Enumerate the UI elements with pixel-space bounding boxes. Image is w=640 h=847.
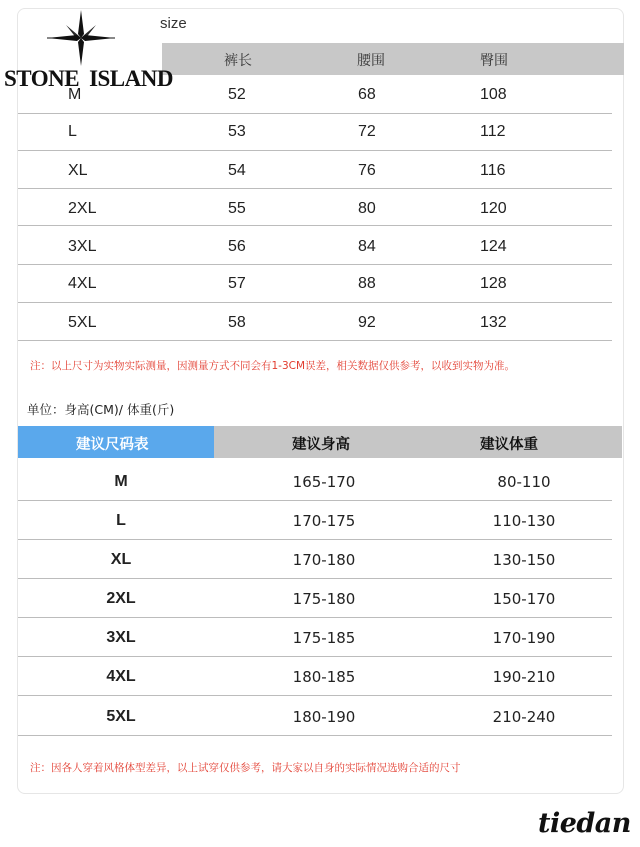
row-waist: 72 [358,123,376,140]
row-size: 3XL [68,238,97,255]
row-pants-length: 56 [228,238,246,255]
row-hip: 120 [480,200,507,217]
row-waist: 68 [358,86,376,103]
row-pants-length: 52 [228,86,246,103]
row-waist: 92 [358,314,376,331]
row-size: M [68,86,82,103]
row-size: 5XL [106,708,136,725]
row-height: 170-180 [292,551,356,569]
measurement-table-header [162,43,624,75]
recommendation-note: 注：因各人穿着风格体型差异，以上试穿仅供参考，请大家以自身的实际情况选购合适的尺寸 [30,762,461,774]
recommendation-row [18,500,612,540]
logo-text-right: ISLAND [89,66,173,91]
measurement-row [18,113,612,151]
row-hip: 112 [480,123,506,140]
row-size: 4XL [106,668,136,685]
logo-wordmark [4,66,173,92]
row-hip: 128 [480,275,507,292]
brand-watermark: tiedan [538,808,631,839]
header-grey-cell [214,426,622,458]
row-waist: 80 [358,200,376,217]
recommendation-row [18,617,612,657]
row-weight: 110-130 [492,512,556,530]
row-height: 175-180 [292,590,356,608]
recommendation-row [18,656,612,696]
row-pants-length: 54 [228,162,246,179]
row-hip: 132 [480,314,507,331]
row-weight: 80-110 [497,473,551,491]
header-height: 建议身高 [292,437,350,453]
row-size: 3XL [106,629,136,646]
row-size: L [116,512,126,529]
recommendation-row [18,461,612,501]
row-size: XL [68,162,88,179]
row-hip: 116 [480,162,506,179]
row-hip: 108 [480,86,507,103]
row-size: M [114,473,128,490]
row-weight: 170-190 [492,629,556,647]
row-height: 180-190 [292,708,356,726]
row-pants-length: 58 [228,314,246,331]
row-weight: 210-240 [492,708,556,726]
row-height: 165-170 [292,473,356,491]
logo-text-left: STONE [4,66,80,91]
row-waist: 76 [358,162,376,179]
row-size: 2XL [68,200,97,217]
measurement-row [18,265,612,303]
row-pants-length: 53 [228,123,246,140]
measurement-row [18,188,612,226]
header-hip: 臀围 [480,53,508,69]
row-size: 5XL [68,314,97,331]
stone-island-logo [0,8,173,94]
row-height: 180-185 [292,668,356,686]
row-hip: 124 [480,238,507,255]
row-height: 170-175 [292,512,356,530]
header-weight: 建议体重 [480,437,538,453]
row-size: 4XL [68,275,97,292]
unit-label: 单位：身高(CM)/ 体重(斤) [27,402,175,417]
header-size-guide: 建议尺码表 [76,437,149,453]
measurement-row [18,303,612,341]
recommendation-row [18,696,612,736]
recommendation-row [18,578,612,618]
row-waist: 84 [358,238,376,255]
row-pants-length: 55 [228,200,246,217]
header-waist: 腰围 [357,53,385,69]
size-label: size [160,15,187,32]
recommendation-row [18,539,612,579]
row-pants-length: 57 [228,275,246,292]
row-size: XL [110,551,132,568]
row-weight: 190-210 [492,668,556,686]
measurement-note: 注：以上尺寸为实物实际测量，因测量方式不同会有1-3CM误差，相关数据仅供参考，以收到实物为准。 [30,360,516,372]
row-height: 175-185 [292,629,356,647]
row-weight: 130-150 [492,551,556,569]
header-pants-length: 裤长 [224,53,252,69]
measurement-row [18,151,612,189]
measurement-row [18,227,612,265]
compass-star-icon [44,8,124,68]
recommendation-table-header [18,426,622,458]
row-weight: 150-170 [492,590,556,608]
row-size: L [68,123,77,140]
row-size: 2XL [106,590,136,607]
row-waist: 88 [358,275,376,292]
